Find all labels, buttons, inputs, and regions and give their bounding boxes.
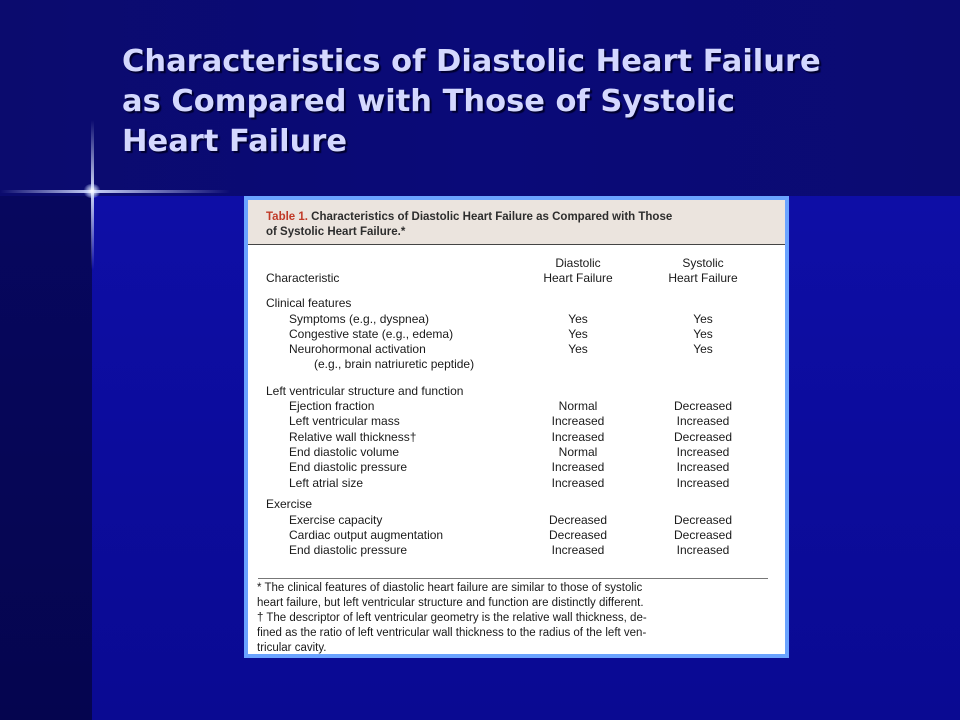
row-label: Left atrial size bbox=[289, 476, 364, 490]
cell-systolic: Yes bbox=[693, 342, 713, 356]
table-image bbox=[248, 200, 785, 654]
cell-diastolic: Normal bbox=[558, 399, 598, 413]
row-label: Ejection fraction bbox=[289, 399, 375, 413]
section-heading: Exercise bbox=[266, 497, 313, 511]
cell-systolic: Yes bbox=[693, 312, 713, 326]
left-background-band bbox=[0, 196, 92, 720]
cell-diastolic: Increased bbox=[551, 460, 605, 474]
footnote-line: tricular cavity. bbox=[257, 642, 327, 654]
row-label: Congestive state (e.g., edema) bbox=[289, 327, 454, 341]
row-label: Exercise capacity bbox=[289, 513, 383, 527]
cell-systolic: Increased bbox=[676, 445, 730, 459]
cell-diastolic: Decreased bbox=[548, 528, 608, 542]
header-systolic: Heart Failure bbox=[668, 271, 738, 285]
cell-diastolic: Increased bbox=[551, 414, 605, 428]
cell-diastolic: Increased bbox=[551, 476, 605, 490]
header-diastolic: Diastolic bbox=[555, 256, 601, 270]
cell-systolic: Decreased bbox=[673, 528, 733, 542]
footnote-line: heart failure, but left ventricular structure and function are distinctly different. bbox=[257, 597, 644, 609]
header-systolic: Systolic bbox=[682, 256, 724, 270]
cell-diastolic: Yes bbox=[568, 342, 588, 356]
row-label: Symptoms (e.g., dyspnea) bbox=[289, 312, 430, 326]
section-heading: Clinical features bbox=[266, 296, 352, 310]
footnote bbox=[257, 611, 777, 654]
footnote-line: * The clinical features of diastolic heart failure are similar to those of systolic bbox=[257, 582, 643, 594]
caption-divider bbox=[248, 244, 785, 245]
table-image-frame bbox=[244, 196, 789, 658]
slide-title-line: Heart Failure bbox=[122, 124, 348, 159]
cell-diastolic: Yes bbox=[568, 312, 588, 326]
table-caption bbox=[266, 210, 771, 240]
sparkle-star-icon bbox=[83, 184, 101, 198]
table-number-label: Table 1. bbox=[266, 211, 308, 223]
row-label: Relative wall thickness† bbox=[289, 430, 417, 444]
row-label: Cardiac output augmentation bbox=[289, 528, 444, 542]
cell-diastolic: Yes bbox=[568, 327, 588, 341]
cell-diastolic: Normal bbox=[558, 445, 598, 459]
sparkle-horizontal-ray bbox=[0, 190, 230, 193]
header-diastolic: Heart Failure bbox=[543, 271, 613, 285]
slide-title-line: as Compared with Those of Systolic bbox=[122, 84, 735, 119]
cell-diastolic: Decreased bbox=[548, 513, 608, 527]
row-label: End diastolic pressure bbox=[289, 543, 408, 557]
cell-systolic: Increased bbox=[676, 543, 730, 557]
row-label: End diastolic volume bbox=[289, 445, 400, 459]
cell-diastolic: Increased bbox=[551, 543, 605, 557]
cell-systolic: Decreased bbox=[673, 513, 733, 527]
row-label: End diastolic pressure bbox=[289, 460, 408, 474]
cell-systolic: Increased bbox=[676, 414, 730, 428]
cell-systolic: Increased bbox=[676, 460, 730, 474]
table-caption-text: of Systolic Heart Failure.* bbox=[266, 226, 406, 238]
section-heading: Left ventricular structure and function bbox=[266, 384, 464, 398]
slide-title-line: Characteristics of Diastolic Heart Failure bbox=[122, 44, 821, 79]
row-label: Left ventricular mass bbox=[289, 414, 400, 428]
table-caption-text: Characteristics of Diastolic Heart Failure as Compared with Those bbox=[307, 211, 673, 223]
header-characteristic: Characteristic bbox=[266, 271, 340, 285]
cell-diastolic: Increased bbox=[551, 430, 605, 444]
cell-systolic: Decreased bbox=[673, 399, 733, 413]
cell-systolic: Yes bbox=[693, 327, 713, 341]
row-label: (e.g., brain natriuretic peptide) bbox=[314, 357, 475, 371]
row-label: Neurohormonal activation bbox=[289, 342, 426, 356]
footnote-line: fined as the ratio of left ventricular wall thickness to the radius of the left ven- bbox=[257, 627, 647, 639]
slide-title bbox=[122, 42, 922, 162]
footnote bbox=[257, 581, 777, 611]
cell-systolic: Increased bbox=[676, 476, 730, 490]
footnote-line: † The descriptor of left ventricular geometry is the relative wall thickness, de- bbox=[257, 612, 647, 624]
footnote-divider bbox=[258, 578, 768, 579]
cell-systolic: Decreased bbox=[673, 430, 733, 444]
